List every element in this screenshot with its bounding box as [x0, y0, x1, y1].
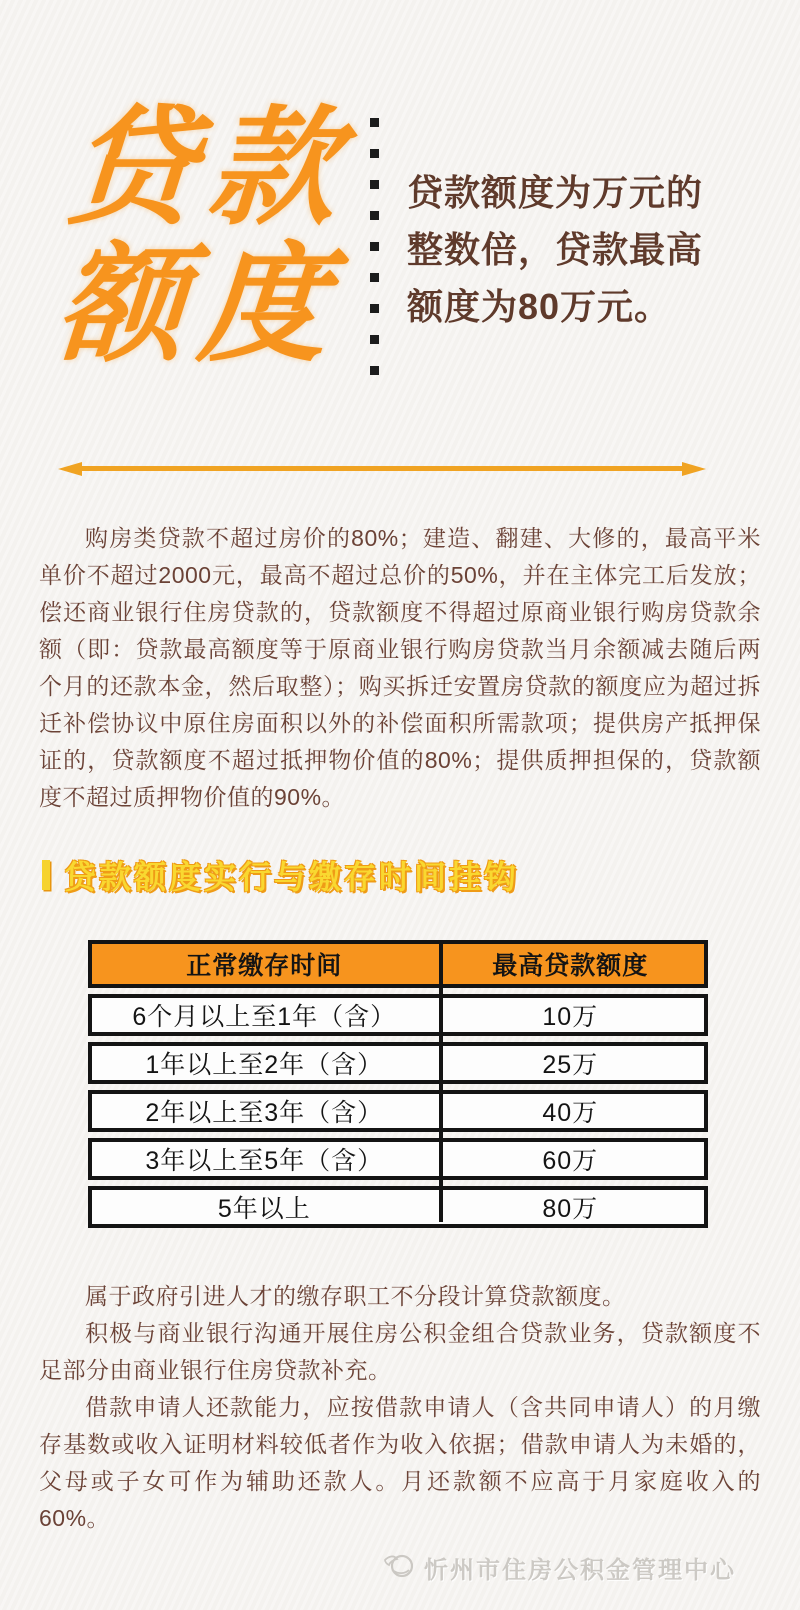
- table-row: [88, 1090, 708, 1132]
- table-cell-period: 5年以上: [217, 1195, 311, 1223]
- page-title-line-2: 额度: [52, 234, 347, 377]
- provident-fund-logo-icon: [382, 1550, 416, 1585]
- table-header-row: [88, 940, 708, 988]
- note-paragraph: 积极与商业银行沟通开展住房公积金组合贷款业务，贷款额度不足部分由商业银行住房贷款补充。: [39, 1320, 761, 1383]
- arrow-line: [78, 466, 686, 471]
- table-row: [88, 1042, 708, 1084]
- dotted-divider: [370, 118, 379, 380]
- table-column-divider: [439, 940, 443, 1222]
- hero-section: [0, 0, 800, 380]
- table-cell-amount: 60万: [542, 1147, 599, 1175]
- section-heading: [42, 852, 800, 898]
- loan-amount-table: [88, 940, 708, 1228]
- page-title: [52, 97, 356, 377]
- hero-description-line: 整数倍，贷款最高: [407, 229, 704, 270]
- table-cell-amount: 10万: [542, 1003, 599, 1031]
- table-cell-amount: 25万: [542, 1051, 599, 1079]
- footer-watermark-text: 忻州市住房公积金管理中心: [424, 1557, 736, 1584]
- heading-accent-bar: [42, 860, 50, 890]
- table-cell-period: 3年以上至5年（含）: [145, 1147, 384, 1175]
- table-row: [88, 1138, 708, 1180]
- hero-description: [407, 164, 703, 335]
- double-arrow-divider: [72, 462, 692, 476]
- section-heading-text: 贷款额度实行与缴存时间挂钩: [64, 859, 520, 895]
- page-title-line-1: 贷款: [61, 97, 356, 240]
- note-paragraph: 借款申请人还款能力，应按借款申请人（含共同申请人）的月缴存基数或收入证明材料较低者作为收入依据；借款申请人为未婚的，父母或子女可作为辅助还款人。月还款额不应高于月家庭收入的60%。: [39, 1394, 761, 1531]
- table-cell-amount: 80万: [542, 1195, 599, 1223]
- footer-watermark: [382, 1550, 736, 1585]
- note-paragraph: 属于政府引进人才的缴存职工不分段计算贷款额度。: [85, 1283, 626, 1309]
- notes-block: [39, 1278, 761, 1537]
- table-header-max-amount: 最高贷款额度: [492, 952, 649, 980]
- table-cell-period: 6个月以上至1年（含）: [132, 1003, 397, 1031]
- table-cell-amount: 40万: [542, 1099, 599, 1127]
- table-cell-period: 1年以上至2年（含）: [145, 1051, 384, 1079]
- table-row: [88, 994, 708, 1036]
- arrow-right-icon: [682, 462, 706, 476]
- table-header-deposit-time: 正常缴存时间: [186, 952, 343, 980]
- table-row: [88, 1186, 708, 1228]
- intro-paragraph: 购房类贷款不超过房价的80%；建造、翻建、大修的，最高平米单价不超过2000元，最高不超过总价的50%，并在主体完工后发放；偿还商业银行住房贷款的，贷款额度不得超过原商业银行购房贷款余额（即：贷款最高额度等于原商业银行购房贷款当月余额减去随后两个月的还款本金，然后取整）；购买拆迁安置房贷款的额度应为超过拆迁补偿协议中原住房面积以外的补偿面积所需款项；提供房产抵押保证的，贷款额度不超过抵押物价值的80%；提供质押担保的，贷款额度不超过质押物价值的90%。: [39, 525, 761, 810]
- intro-paragraph-block: [39, 520, 761, 816]
- hero-description-line: 贷款额度为万元的: [407, 172, 704, 213]
- table-cell-period: 2年以上至3年（含）: [145, 1099, 384, 1127]
- hero-description-line: 额度为80万元。: [407, 286, 672, 327]
